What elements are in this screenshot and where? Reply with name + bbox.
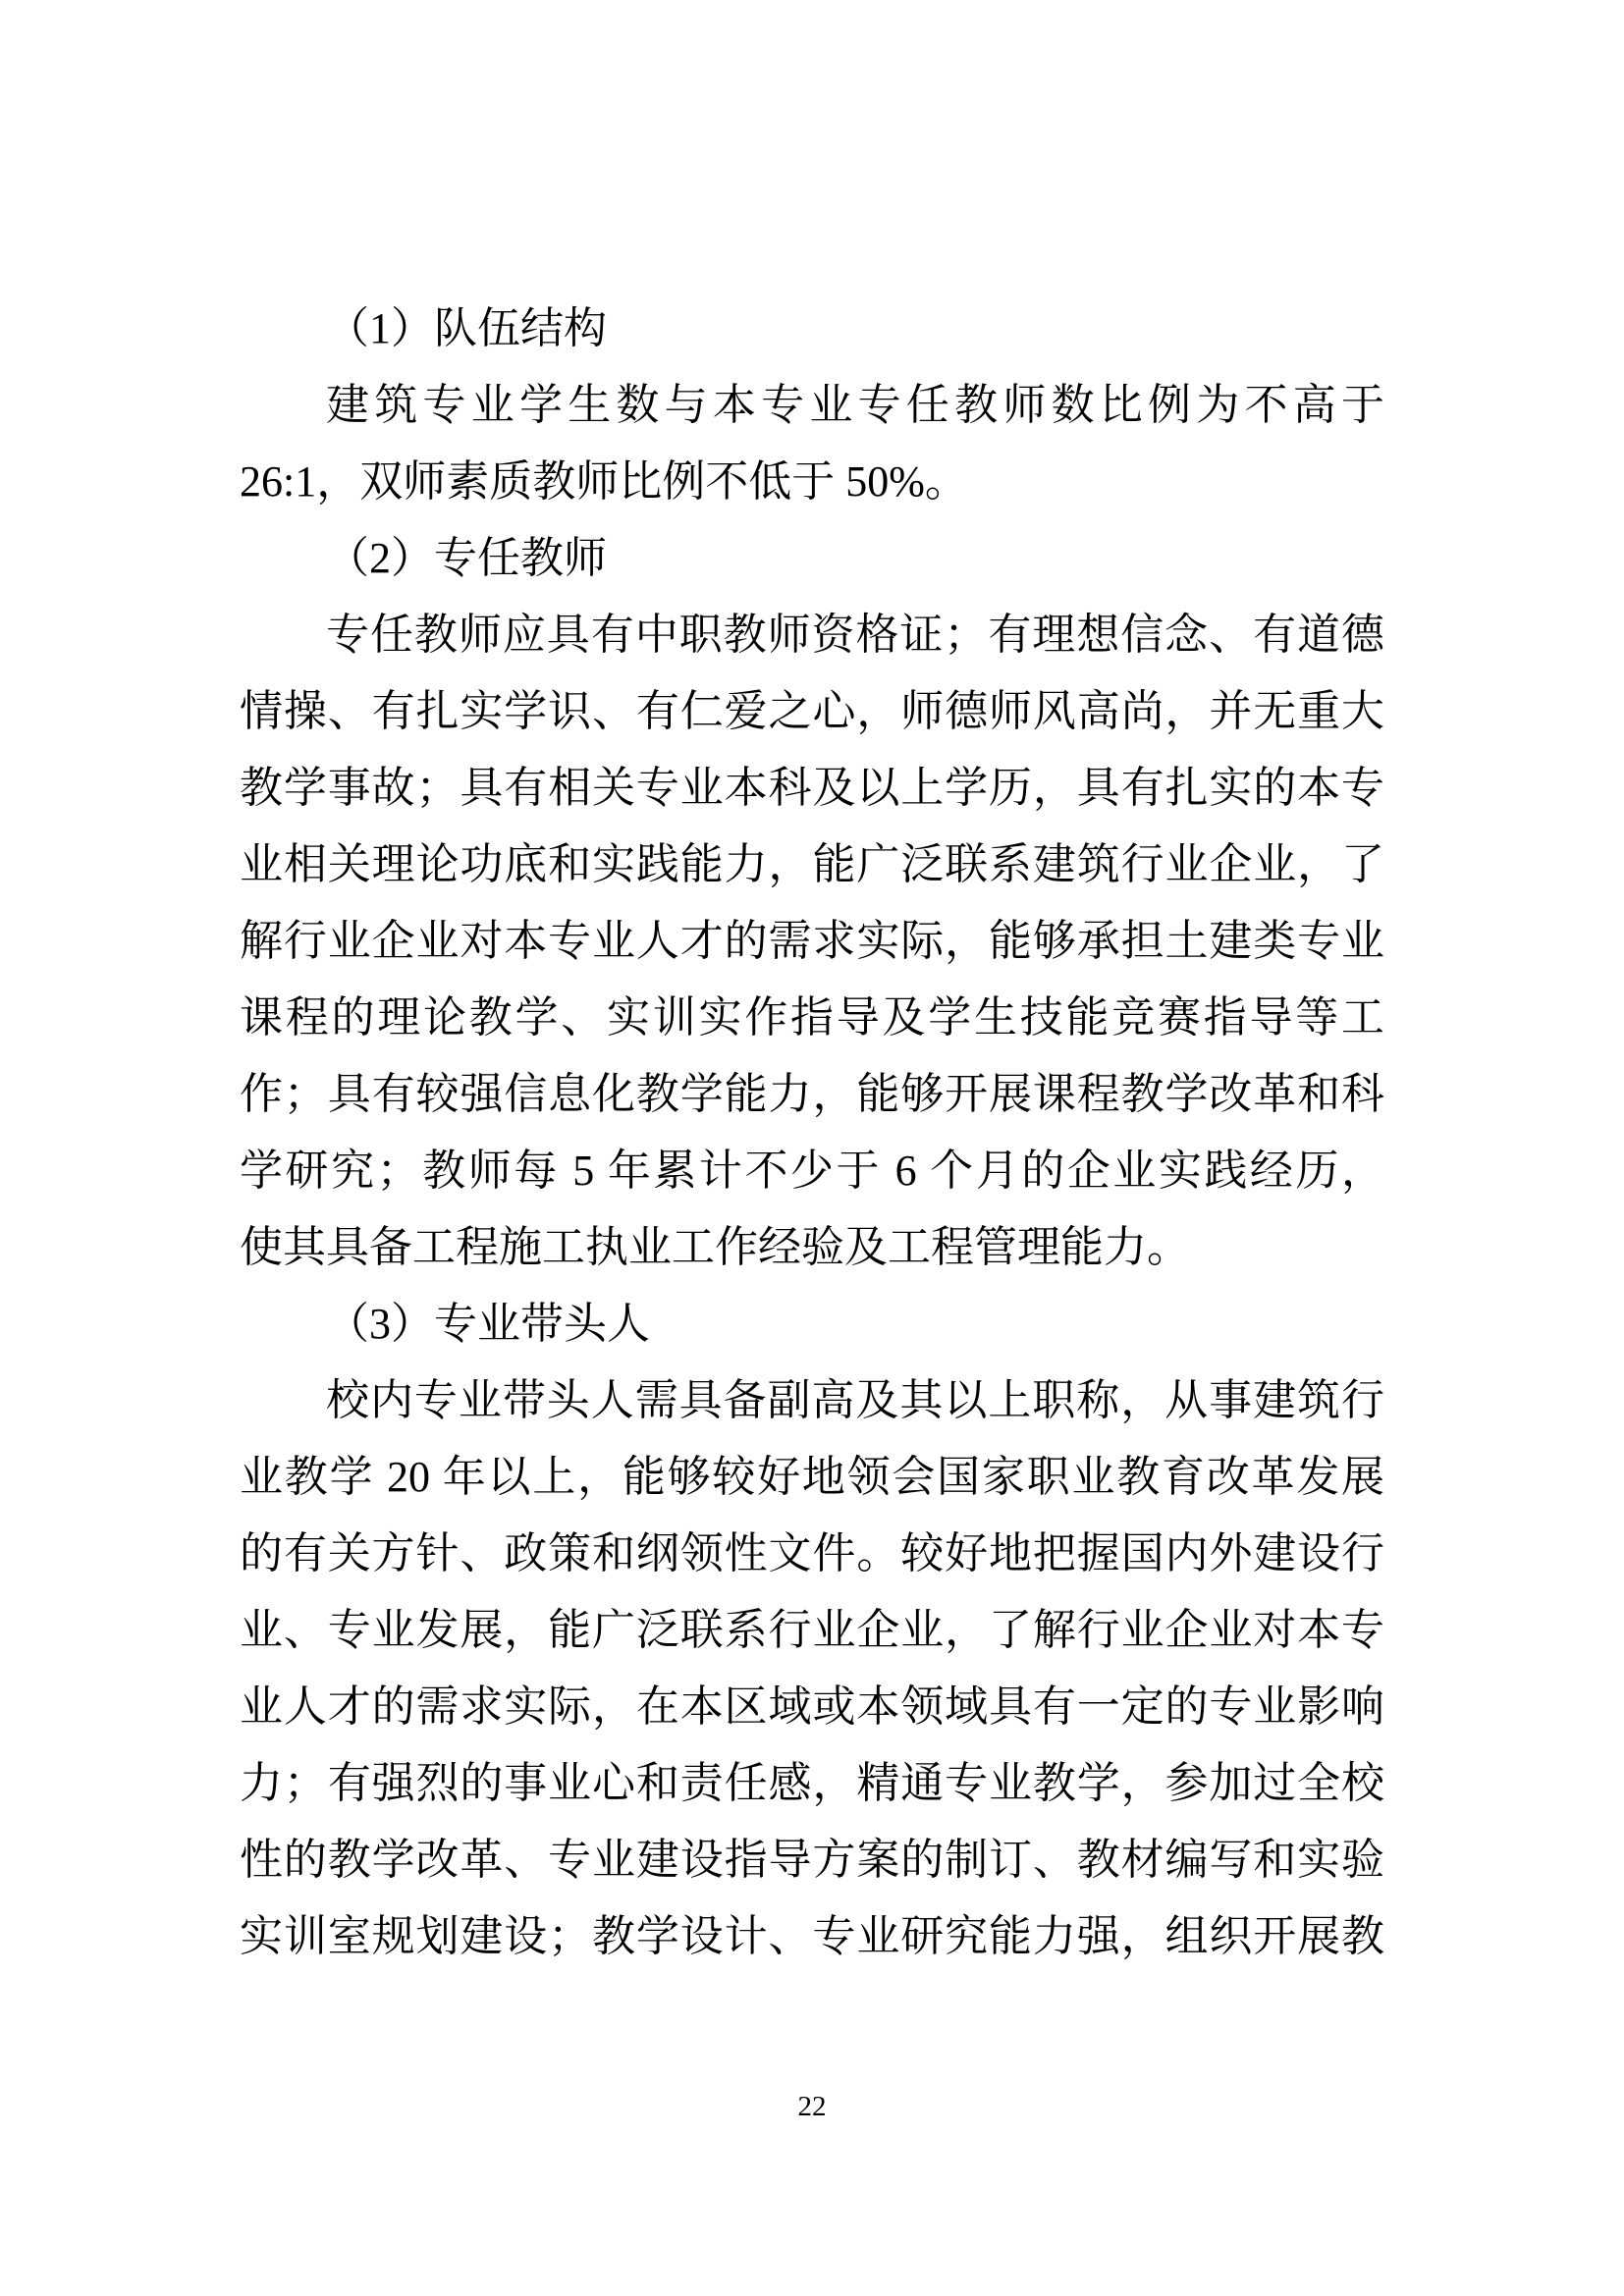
text-line: 使其具备工程施工执业工作经验及工程管理能力。 (240, 1223, 1190, 1271)
page-footer (0, 2089, 1624, 2124)
page-number: 22 (797, 2091, 827, 2122)
text-line: 建筑专业学生数与本专业专任教师数比例为不高于 (326, 381, 1384, 429)
text-line: 26:1，双师素质教师比例不低于 50%。 (240, 457, 968, 506)
text-line: 力；有强烈的事业心和责任感，精通专业教学，参加过全校 (240, 1759, 1384, 1807)
heading-line-2: （2）专任教师 (326, 534, 607, 582)
text-line: 校内专业带头人需具备副高及其以上职称，从事建筑行 (326, 1376, 1384, 1424)
text-line: 教学事故；具有相关专业本科及以上学历，具有扎实的本专 (240, 764, 1384, 812)
text-line: 情操、有扎实学识、有仁爱之心，师德师风高尚，并无重大 (240, 687, 1384, 735)
text-line: 业人才的需求实际，在本区域或本领域具有一定的专业影响 (240, 1682, 1384, 1731)
text-line: 解行业企业对本专业人才的需求实际，能够承担土建类专业 (240, 917, 1384, 965)
text-line: 业教学 20 年以上，能够较好地领会国家职业教育改革发展 (240, 1453, 1384, 1501)
heading-line-3: （3）专业带头人 (326, 1300, 650, 1348)
text-line: 实训室规划建设；教学设计、专业研究能力强，组织开展教 (240, 1912, 1384, 1960)
heading-line-1: （1）队伍结构 (326, 304, 607, 352)
text-line: 作；具有较强信息化教学能力，能够开展课程教学改革和科 (240, 1070, 1384, 1118)
text-block (240, 291, 1384, 1975)
text-line: 性的教学改革、专业建设指导方案的制订、教材编写和实验 (240, 1836, 1384, 1884)
text-line: 学研究；教师每 5 年累计不少于 6 个月的企业实践经历， (240, 1147, 1384, 1195)
text-line: 的有关方针、政策和纲领性文件。较好地把握国内外建设行 (240, 1529, 1384, 1577)
text-line: 专任教师应具有中职教师资格证；有理想信念、有道德 (326, 611, 1384, 659)
text-line: 业、专业发展，能广泛联系行业企业，了解行业企业对本专 (240, 1606, 1384, 1654)
text-line: 课程的理论教学、实训实作指导及学生技能竞赛指导等工 (240, 993, 1384, 1041)
text-line: 业相关理论功底和实践能力，能广泛联系建筑行业企业，了 (240, 840, 1384, 888)
